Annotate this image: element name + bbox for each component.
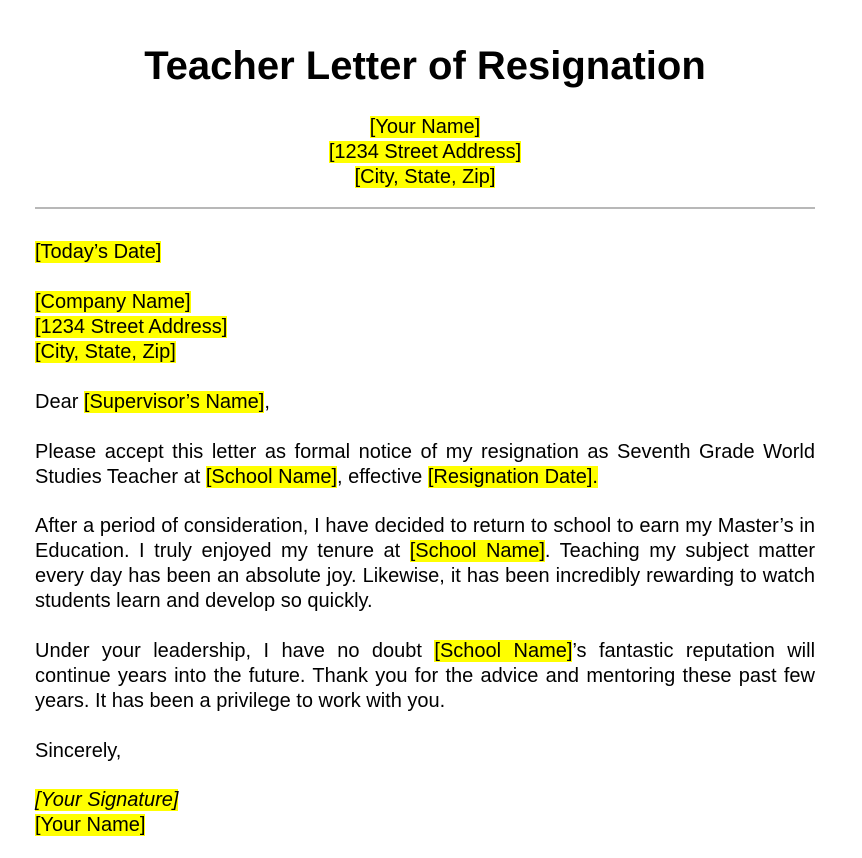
paragraph1-text3: . xyxy=(592,466,598,488)
page-title: Teacher Letter of Resignation xyxy=(144,44,706,88)
supervisor-name: [Supervisor’s Name] xyxy=(83,391,265,413)
recipient-address-block xyxy=(35,290,815,365)
school-name: [School Name] xyxy=(409,540,545,562)
date-line xyxy=(35,240,815,265)
paragraph-gratitude xyxy=(35,639,815,714)
recipient-city: [City, State, Zip] xyxy=(35,341,176,363)
salutation-prefix: Dear xyxy=(35,391,84,413)
paragraph1-text1: Please accept this letter as formal notice of my resignation as Seventh Grade World Studies Teacher at xyxy=(35,441,815,488)
school-name: [School Name] xyxy=(434,640,573,662)
header-divider xyxy=(35,207,815,209)
paragraph-resignation-notice xyxy=(35,440,815,490)
sender-address-block xyxy=(0,115,850,190)
resignation-date: [Resignation Date] xyxy=(427,466,593,488)
school-name: [School Name] xyxy=(205,466,338,488)
paragraph2-text1: After a period of consideration, I have decided to return to school to earn my Master’s in Education. I truly enjoyed my tenure at xyxy=(35,515,815,562)
signature-block xyxy=(35,788,815,838)
sender-street: [1234 Street Address] xyxy=(328,141,522,163)
salutation xyxy=(35,390,815,415)
signature: [Your Signature] xyxy=(35,789,179,811)
sender-name: [Your Name] xyxy=(369,116,481,138)
paragraph3-text1: Under your leadership, I have no doubt xyxy=(35,640,435,662)
salutation-suffix: , xyxy=(264,391,270,413)
paragraph1-text2: , effective xyxy=(337,466,428,488)
closing: Sincerely, xyxy=(35,740,122,762)
paragraph-reason xyxy=(35,514,815,614)
recipient-company: [Company Name] xyxy=(35,291,191,313)
signer-name: [Your Name] xyxy=(35,814,146,836)
sender-city: [City, State, Zip] xyxy=(354,166,496,188)
paragraph3-text2: ’s fantastic reputation will continue years into the future. Thank you for the advice and mentoring these past few years. It has been a privilege to work with you. xyxy=(35,640,816,712)
letter-date: [Today’s Date] xyxy=(35,241,162,263)
recipient-street: [1234 Street Address] xyxy=(35,316,228,338)
paragraph2-text2: . Teaching my subject matter every day has been an absolute joy. Likewise, it has been incredibly rewarding to watch students learn and develop so quickly. xyxy=(35,540,815,612)
